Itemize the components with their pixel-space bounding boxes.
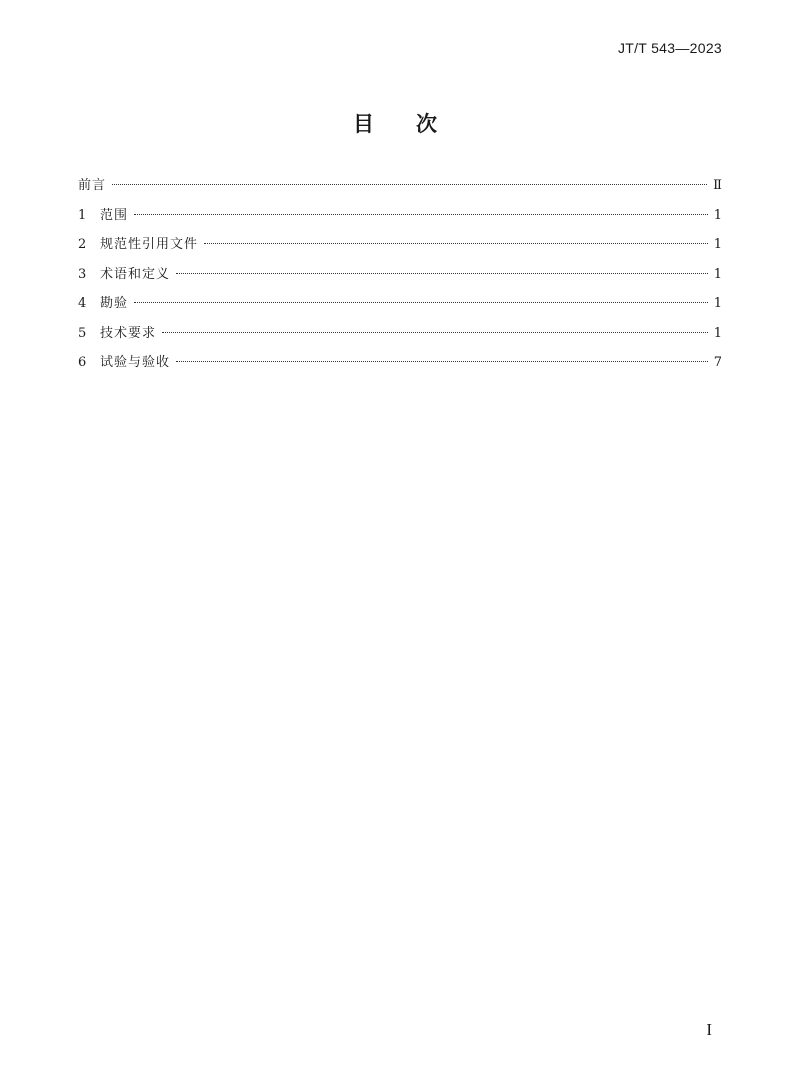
toc-entry-label: 试验与验收 xyxy=(100,355,171,370)
toc-list xyxy=(78,174,722,381)
toc-entry-page: 1 xyxy=(713,296,722,311)
toc-entry-number: 2 xyxy=(78,237,87,252)
toc-entry-label: 勘验 xyxy=(100,296,129,311)
dot-leader xyxy=(162,332,708,333)
toc-entry-number: 4 xyxy=(78,296,87,311)
dot-leader xyxy=(112,184,707,185)
toc-entry-test-acceptance[interactable] xyxy=(78,351,722,381)
toc-entry-label: 前言 xyxy=(78,178,107,193)
toc-entry-scope[interactable] xyxy=(78,204,722,234)
dot-leader xyxy=(176,273,708,274)
page-number: I xyxy=(706,1020,712,1039)
toc-entry-label: 技术要求 xyxy=(100,325,157,341)
document-code: JT/T 543—2023 xyxy=(617,40,722,56)
dot-leader xyxy=(204,243,708,244)
toc-entry-normative-references[interactable] xyxy=(78,233,722,263)
toc-entry-number: 6 xyxy=(78,355,87,370)
toc-entry-survey[interactable] xyxy=(78,292,722,322)
toc-entry-foreword[interactable] xyxy=(78,174,722,204)
toc-entry-number: 3 xyxy=(78,266,87,282)
toc-entry-label: 范围 xyxy=(100,207,129,223)
toc-entry-page: 1 xyxy=(713,325,722,341)
dot-leader xyxy=(134,302,708,303)
toc-entry-page: 1 xyxy=(713,207,722,223)
toc-entry-number: 5 xyxy=(78,325,87,341)
toc-entry-number: 1 xyxy=(78,207,87,223)
toc-entry-label: 规范性引用文件 xyxy=(100,237,199,252)
toc-entry-label: 术语和定义 xyxy=(100,266,171,282)
toc-entry-page: 1 xyxy=(713,237,722,252)
dot-leader xyxy=(134,214,708,215)
toc-entry-page: 7 xyxy=(713,355,722,370)
dot-leader xyxy=(176,361,708,362)
toc-entry-page: 1 xyxy=(713,266,722,282)
toc-entry-terms-definitions[interactable] xyxy=(78,263,722,293)
toc-entry-technical-requirements[interactable] xyxy=(78,322,722,352)
toc-entry-page: Ⅱ xyxy=(713,178,722,193)
toc-title: 目次 xyxy=(353,112,479,136)
